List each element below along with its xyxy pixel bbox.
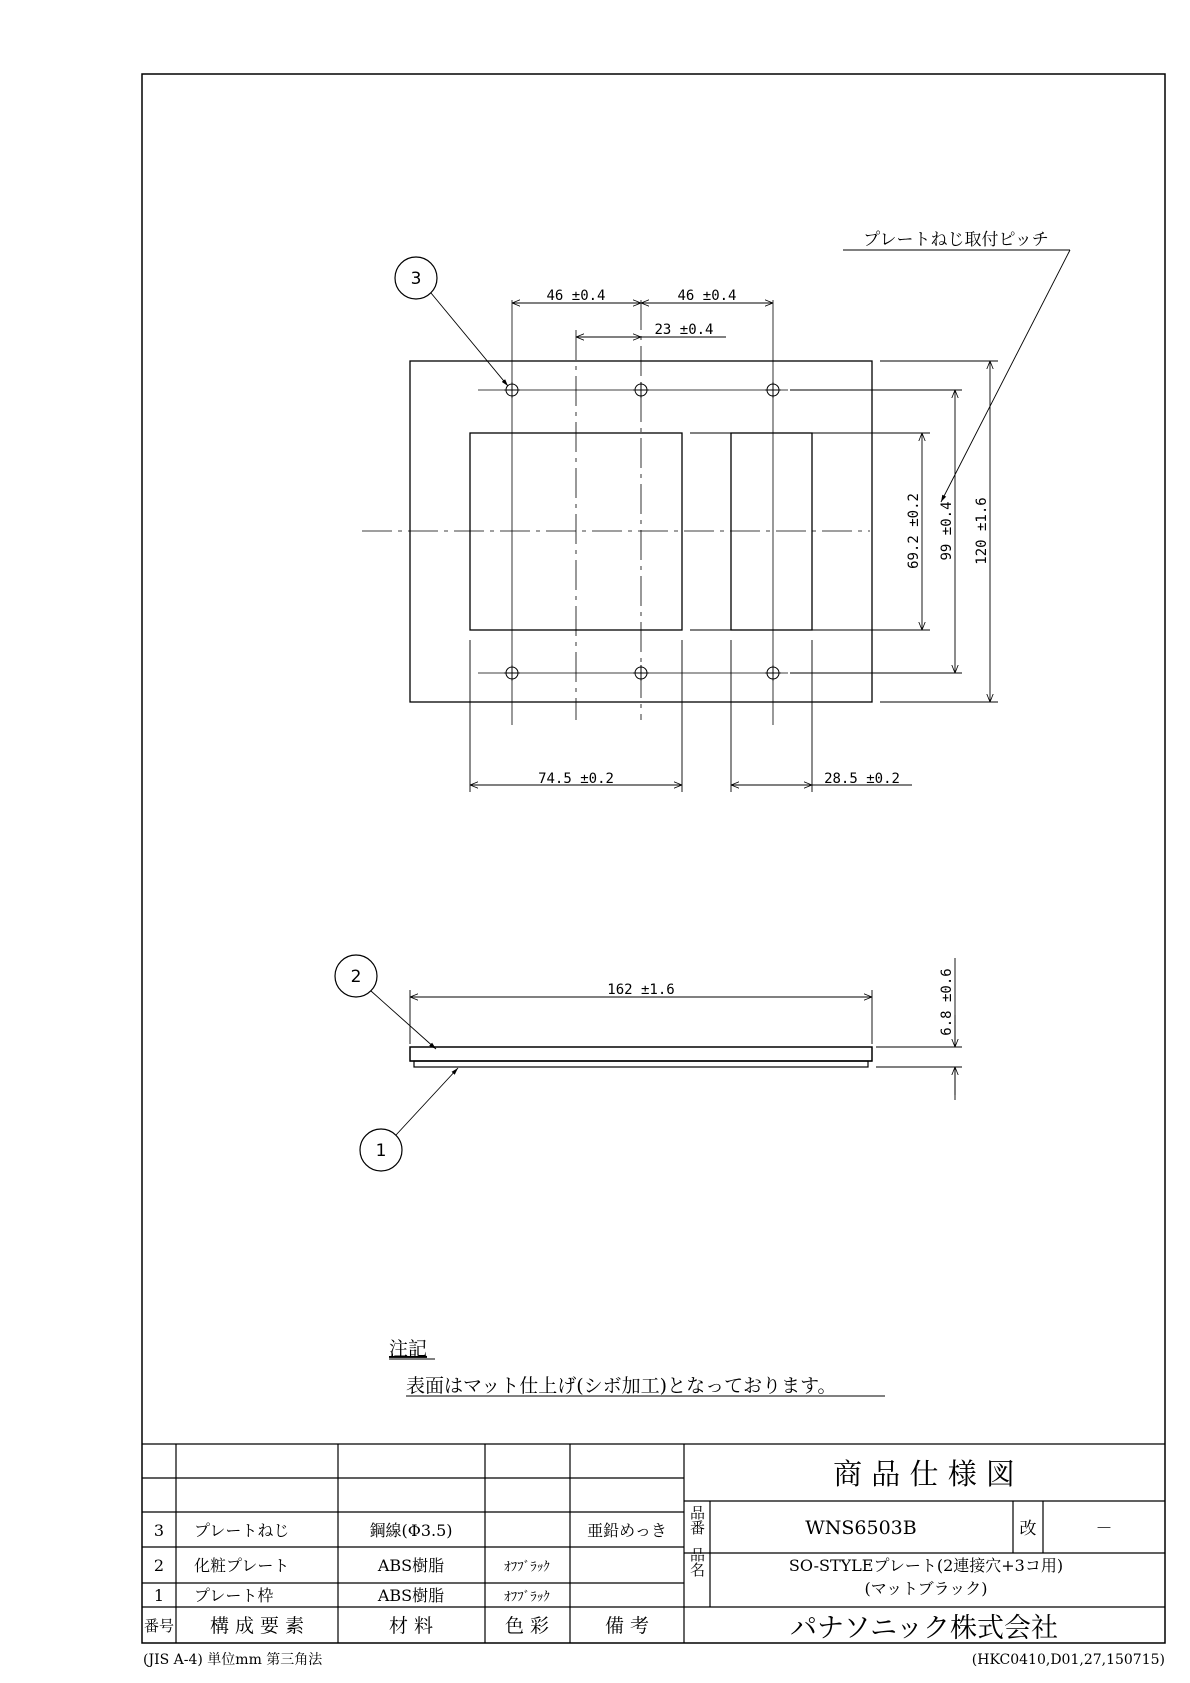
opening-small <box>731 433 812 630</box>
table-row <box>154 1586 550 1605</box>
row-3-material: 鋼線(Φ3.5) <box>369 1521 453 1540</box>
company: パナソニック株式会社 <box>789 1613 1059 1644</box>
dim-half-pitch: 23 ±0.4 <box>654 322 714 338</box>
rev-label: 改 <box>1019 1519 1037 1539</box>
top-view <box>362 250 1070 792</box>
title: 商 品 仕 様 図 <box>833 1457 1015 1491</box>
balloon-1-label: 1 <box>375 1141 387 1161</box>
dim-height-opening: 69.2 ±0.2 <box>906 493 922 569</box>
dim-top-left-pitch: 46 ±0.4 <box>546 288 606 304</box>
notes-body: 表面はマット仕上げ(シボ加工)となっております。 <box>406 1375 837 1397</box>
rev-value: － <box>1095 1519 1113 1539</box>
row-3-no: 3 <box>153 1521 165 1540</box>
row-1-element: プレート枠 <box>194 1586 274 1605</box>
header-color: 色 彩 <box>504 1615 550 1637</box>
callout-pitch: プレートねじ取付ピッチ <box>863 230 1049 250</box>
row-2-no: 2 <box>153 1556 165 1575</box>
footer-right: (HKC0410,D01,27,150715) <box>971 1652 1165 1668</box>
dim-thickness: 6.8 ±0.6 <box>939 968 955 1036</box>
row-3-remark: 亜鉛めっき <box>587 1521 667 1540</box>
balloon-3-label: 3 <box>410 269 422 289</box>
header-material: 材 料 <box>388 1615 434 1637</box>
part-no-label: 品番 <box>688 1505 706 1535</box>
table-row <box>154 1521 667 1540</box>
dim-height-plate: 120 ±1.6 <box>974 497 990 565</box>
dim-height-screw-pitch: 99 ±0.4 <box>939 501 955 561</box>
dim-width-opening-small: 28.5 ±0.2 <box>824 771 900 787</box>
row-1-no: 1 <box>153 1586 165 1605</box>
screw-group <box>504 382 781 681</box>
table-header <box>144 1615 649 1637</box>
row-2-element: 化粧プレート <box>194 1556 290 1575</box>
row-3-element: プレートねじ <box>194 1521 290 1540</box>
row-1-material: ABS樹脂 <box>377 1586 445 1605</box>
header-remark: 備 考 <box>604 1615 650 1637</box>
table-row <box>154 1556 550 1575</box>
dim-top-right-pitch: 46 ±0.4 <box>677 288 737 304</box>
sheet-border <box>142 74 1165 1643</box>
plate-side <box>410 1047 872 1061</box>
notes-heading: 注記 <box>389 1338 428 1360</box>
header-no: 番号 <box>143 1617 175 1635</box>
part-no: WNS6503B <box>805 1517 917 1539</box>
dim-width-opening-large: 74.5 ±0.2 <box>538 771 614 787</box>
footer-left: (JIS A-4) 単位mm 第三角法 <box>143 1652 323 1668</box>
name-line-1: SO-STYLEプレート(2連接穴+3コ用) <box>788 1556 1064 1575</box>
balloon-2-label: 2 <box>350 967 362 987</box>
title-block <box>688 1457 1113 1644</box>
header-element: 構 成 要 素 <box>209 1615 305 1637</box>
parts-table <box>144 1521 667 1637</box>
dim-width-plate: 162 ±1.6 <box>607 982 675 998</box>
row-2-material: ABS樹脂 <box>377 1556 445 1575</box>
row-2-color: ｵﾌﾌﾞﾗｯｸ <box>504 1560 550 1575</box>
row-1-color: ｵﾌﾌﾞﾗｯｸ <box>504 1590 550 1605</box>
name-line-2: (マットブラック) <box>864 1579 988 1598</box>
name-label: 品名 <box>688 1547 706 1577</box>
